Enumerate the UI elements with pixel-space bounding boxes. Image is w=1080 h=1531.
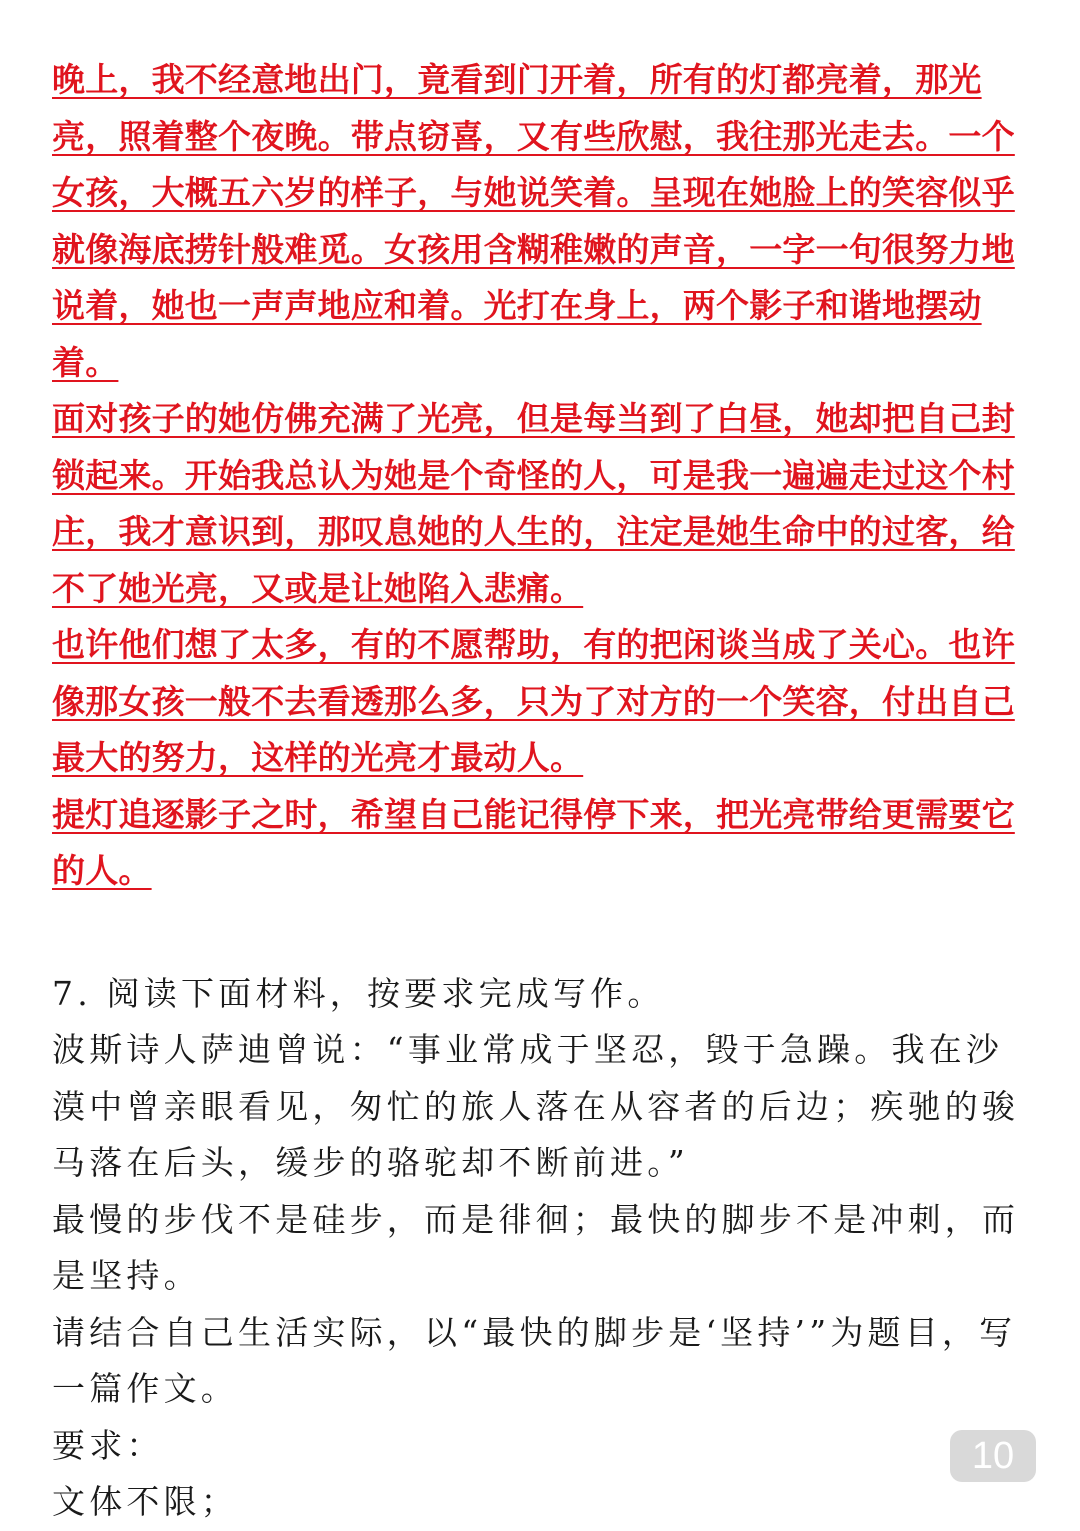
question-title: 7. 阅读下面材料，按要求完成写作。 [52, 973, 665, 1013]
essay-paragraph-4: 提灯追逐影子之时，希望自己能记得停下来，把光亮带给更需要它的人。 [52, 794, 1015, 890]
writing-prompt [52, 966, 1032, 1531]
page-number-badge: 10 [950, 1430, 1036, 1482]
requirement-item: 文体不限； [52, 1482, 238, 1521]
question-quote: 波斯诗人萨迪曾说：“事业常成于坚忍，毁于急躁。我在沙漠中曾亲眼看见，匆忙的旅人落在从容者的后边；疾驰的骏马落在后头，缓步的骆驼却不断前进。” [52, 1030, 1020, 1182]
sample-essay [52, 52, 1032, 900]
essay-paragraph-2: 面对孩子的她仿佛充满了光亮，但是每当到了白昼，她却把自己封锁起来。开始我总认为她是个奇怪的人，可是我一遍遍走过这个村庄，我才意识到，那叹息她的人生的，注定是她生命中的过客，给不了她光亮，又或是让她陷入悲痛。 [52, 399, 1015, 608]
essay-paragraph-1: 晚上，我不经意地出门，竟看到门开着，所有的灯都亮着，那光亮，照着整个夜晚。带点窃喜，又有些欣慰，我往那光走去。一个女孩，大概五六岁的样子，与她说笑着。呈现在她脸上的笑容似乎就像海底捞针般难觅。女孩用含糊稚嫩的声音，一字一句很努力地说着，她也一声声地应和着。光打在身上，两个影子和谐地摆动着。 [52, 60, 1015, 382]
document-page [52, 52, 1032, 1531]
requirements-label: 要求： [52, 1425, 164, 1465]
question-statement: 最慢的步伐不是硅步，而是徘徊；最快的脚步不是冲刺，而是坚持。 [52, 1199, 1020, 1295]
question-instruction: 请结合自己生活实际，以“最快的脚步是‘坚持’”为题目，写一篇作文。 [52, 1312, 1017, 1408]
essay-paragraph-3: 也许他们想了太多，有的不愿帮助，有的把闲谈当成了关心。也许像那女孩一般不去看透那么多，只为了对方的一个笑容，付出自己最大的努力，这样的光亮才最动人。 [52, 625, 1015, 777]
